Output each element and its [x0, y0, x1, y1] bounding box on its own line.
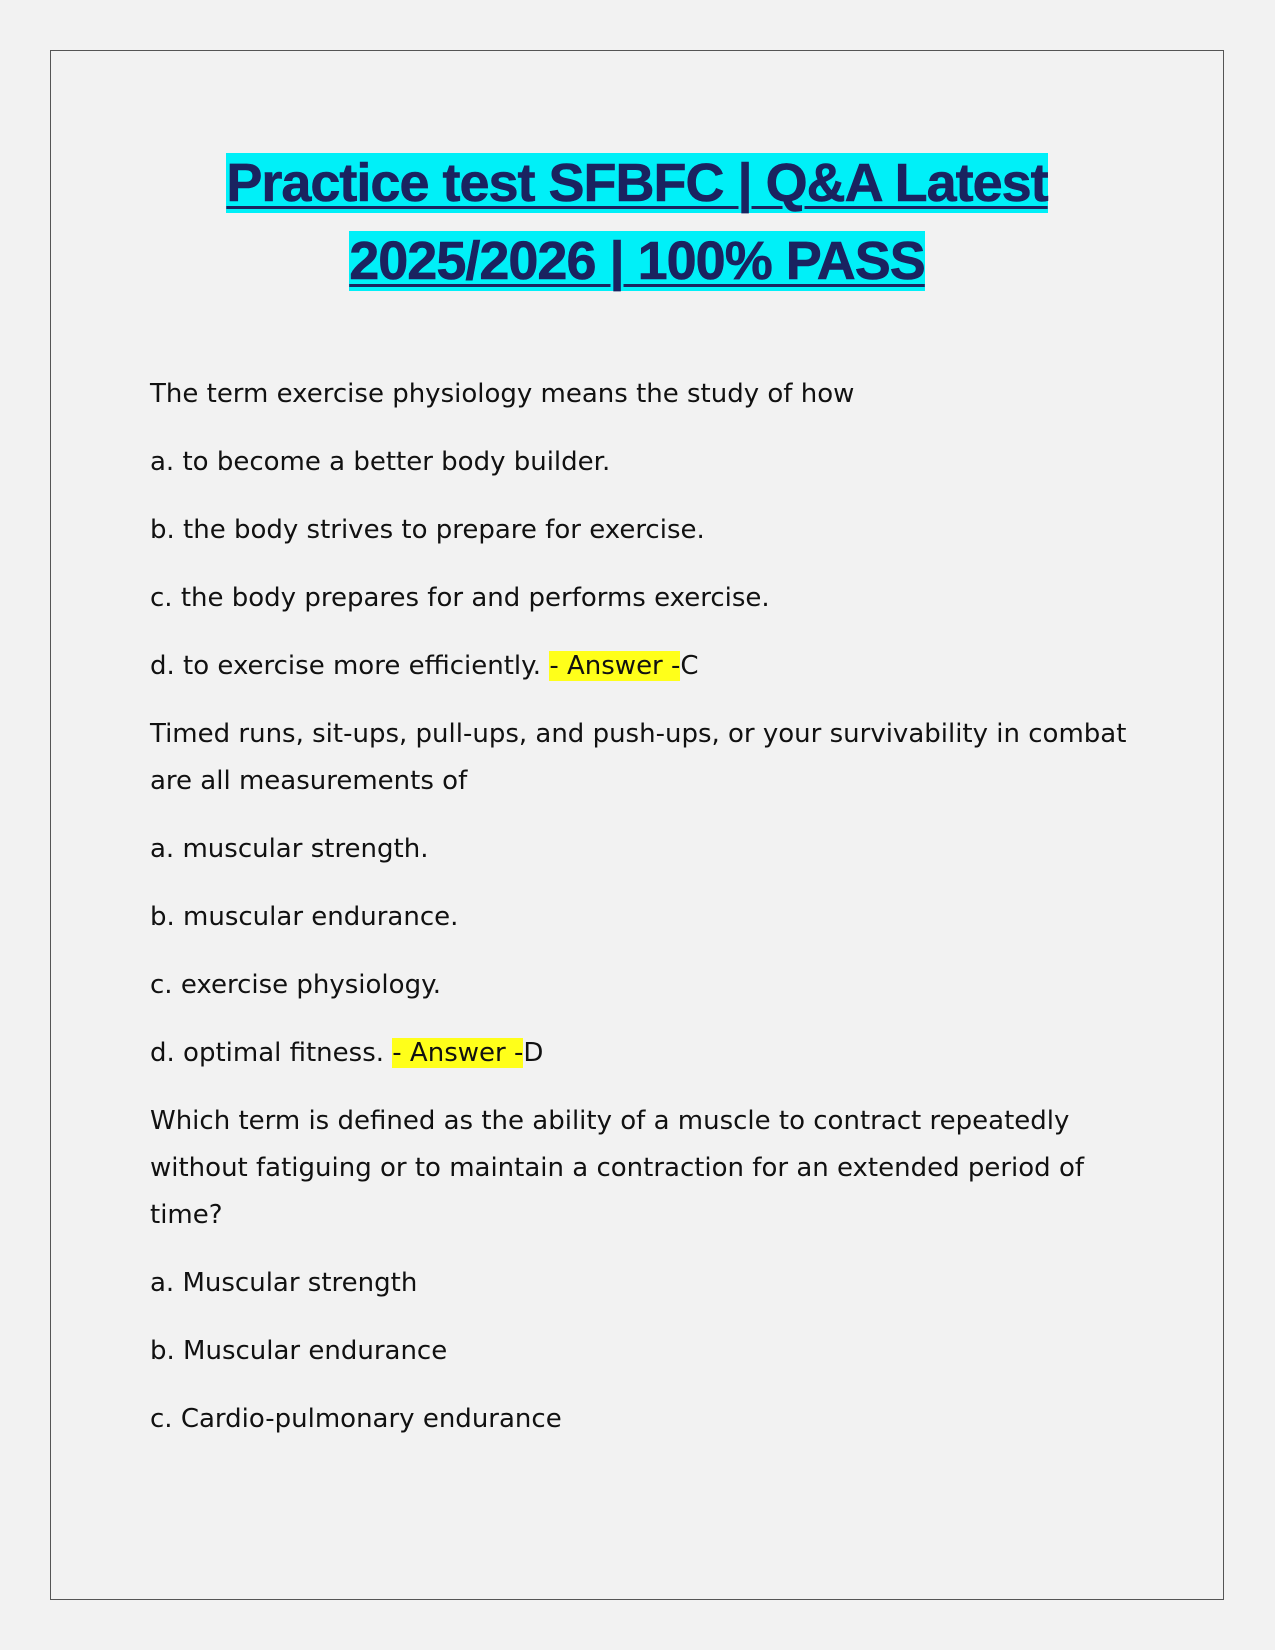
answer-value: D	[523, 1038, 544, 1068]
option-d: d. optimal fitness.	[150, 1038, 385, 1068]
answer-value: C	[680, 651, 699, 681]
option-b: b. Muscular endurance	[150, 1336, 448, 1366]
option-d-with-answer	[150, 1030, 1140, 1077]
option-d-with-answer	[150, 643, 1140, 690]
answer-label: - Answer -	[392, 1038, 524, 1068]
option-c: c. Cardio-pulmonary endurance	[150, 1404, 562, 1434]
question-text: The term exercise physiology means the study of how	[150, 379, 855, 409]
option-b: b. muscular endurance.	[150, 902, 459, 932]
option-c: c. exercise physiology.	[150, 970, 442, 1000]
question-text: Timed runs, sit-ups, pull-ups, and push-ups, or your survivability in combat are all measurements of	[150, 719, 1127, 796]
title-line-2: 2025/2026 | 100% PASS	[349, 231, 925, 291]
option-a: a. to become a better body builder.	[150, 447, 611, 477]
question-text: Which term is defined as the ability of a muscle to contract repeatedly without fatiguing or to maintain a contraction for an extended period of time?	[150, 1106, 1085, 1230]
option-a: a. Muscular strength	[150, 1268, 418, 1298]
option-c: c. the body prepares for and performs exercise.	[150, 583, 770, 613]
question-list	[150, 371, 1140, 1464]
option-d: d. to exercise more efficiently.	[150, 651, 542, 681]
title-line-1: Practice test SFBFC | Q&A Latest	[226, 153, 1048, 213]
option-a: a. muscular strength.	[150, 834, 429, 864]
answer-label: - Answer -	[549, 651, 681, 681]
option-b: b. the body strives to prepare for exercise.	[150, 515, 705, 545]
document-title	[50, 144, 1224, 300]
